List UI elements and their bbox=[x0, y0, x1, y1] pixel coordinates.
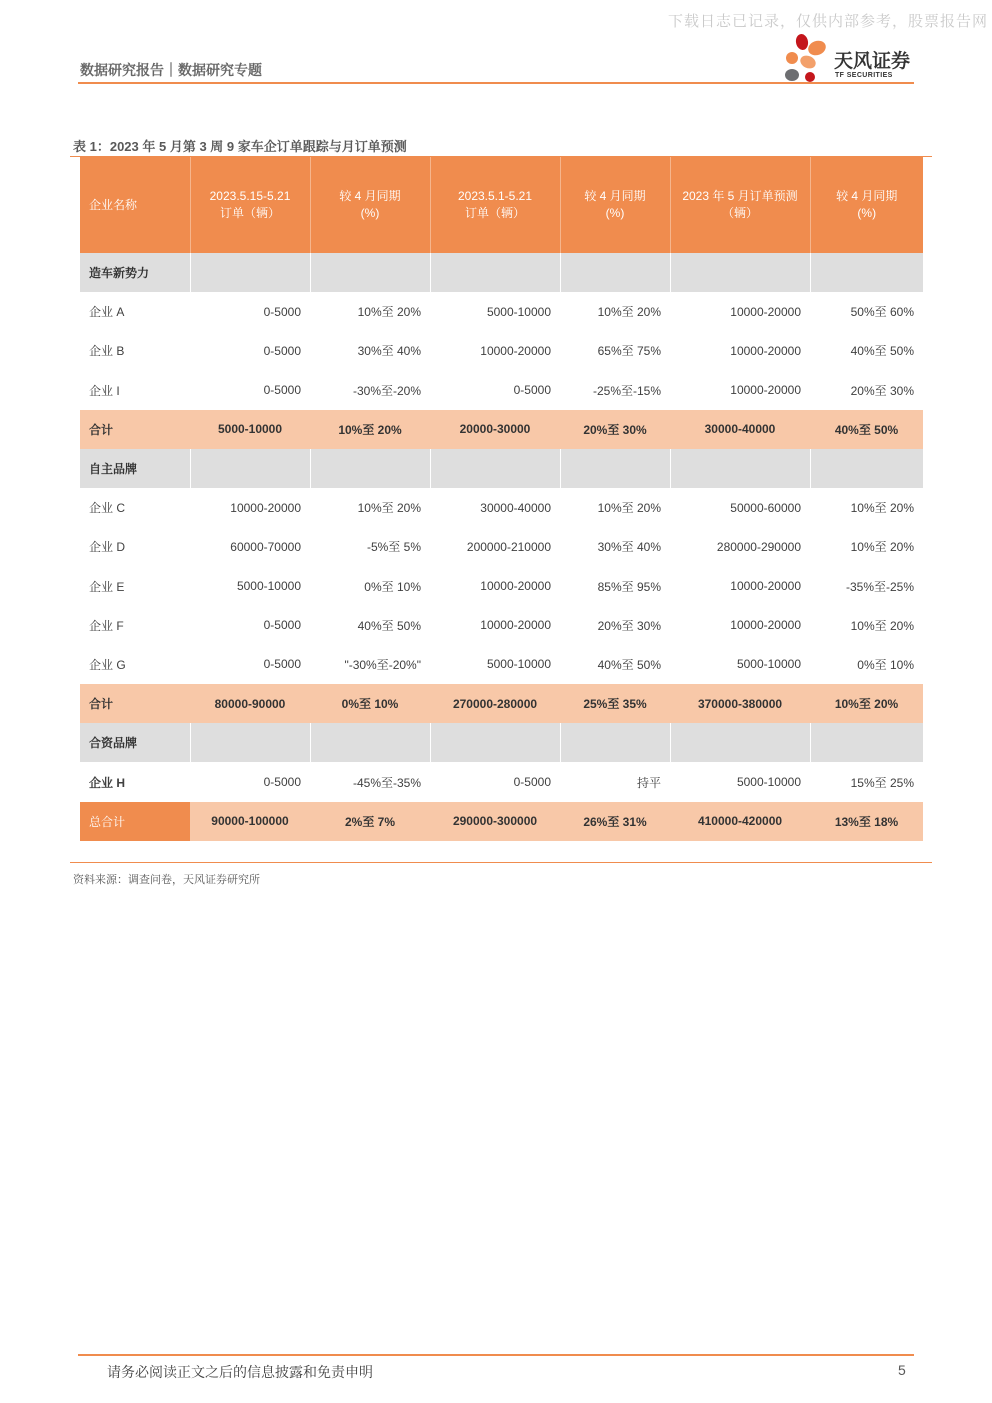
table-cell: 20%至 30% bbox=[597, 618, 661, 633]
table-cell: 10000-20000 bbox=[730, 579, 801, 594]
table-row bbox=[80, 762, 923, 801]
section-label: 自主品牌 bbox=[80, 449, 190, 488]
table-cell: -30%至-20% bbox=[352, 383, 421, 398]
table-cell: 10000-20000 bbox=[480, 618, 551, 633]
table-cell: -35%至-25% bbox=[845, 579, 914, 594]
logo-company-name: 天风证券 bbox=[834, 51, 911, 72]
table-cell: -45%至-35% bbox=[352, 775, 421, 790]
table-cell: 10%至 20% bbox=[850, 540, 914, 555]
table-header-row bbox=[80, 157, 923, 253]
company-cell: 企业 G bbox=[89, 657, 126, 672]
company-cell: 企业 B bbox=[89, 344, 125, 359]
subtotal-label: 合计 bbox=[80, 684, 190, 723]
table-cell: 0-5000 bbox=[263, 383, 301, 398]
table-cell: 0%至 10% bbox=[857, 657, 914, 672]
table-cell: 10%至 20% bbox=[810, 684, 923, 723]
table-title: 表 1：2023 年 5 月第 3 周 9 家车企订单跟踪与月订单预测 bbox=[73, 139, 407, 154]
company-cell: 企业 H bbox=[89, 775, 126, 790]
logo-flower-icon bbox=[780, 32, 834, 86]
table-cell: 10%至 20% bbox=[597, 501, 661, 516]
table-cell: 10%至 20% bbox=[850, 618, 914, 633]
table-cell: 5000-10000 bbox=[736, 657, 801, 672]
table-row bbox=[80, 645, 923, 684]
table-cell: 20%至 30% bbox=[850, 383, 914, 398]
table-cell: 80000-90000 bbox=[190, 684, 310, 723]
table-cell: 0-5000 bbox=[263, 657, 301, 672]
header-divider bbox=[78, 82, 914, 84]
section-row bbox=[80, 449, 923, 488]
table-cell: 60000-70000 bbox=[230, 539, 301, 554]
table-cell: -5%至 5% bbox=[366, 540, 421, 555]
table-cell: 65%至 75% bbox=[597, 344, 661, 359]
table-cell: 0-5000 bbox=[263, 618, 301, 633]
table-cell: 26%至 31% bbox=[560, 802, 670, 841]
header-forecast-yoy: 较 4 月同期 (%) bbox=[810, 157, 923, 253]
table-cell: 30000-40000 bbox=[480, 500, 551, 515]
table-cell: 15%至 25% bbox=[850, 775, 914, 790]
source-note: 资料来源：调查问卷，天风证券研究所 bbox=[73, 874, 260, 886]
table-cell: 25%至 35% bbox=[560, 684, 670, 723]
table-cell: 30000-40000 bbox=[670, 410, 810, 449]
company-logo bbox=[780, 32, 920, 84]
table-cell: 13%至 18% bbox=[810, 802, 923, 841]
header-week-orders: 2023.5.15-5.21 订单（辆） bbox=[190, 157, 310, 253]
table-cell: 10%至 20% bbox=[850, 501, 914, 516]
table-cell: 280000-290000 bbox=[716, 539, 801, 554]
footer-disclaimer: 请务必阅读正文之后的信息披露和免责申明 bbox=[107, 1364, 373, 1380]
section-row bbox=[80, 253, 923, 292]
table-cell: 0-5000 bbox=[263, 304, 301, 319]
table-cell: 10%至 20% bbox=[310, 410, 430, 449]
header-mtd-yoy: 较 4 月同期 (%) bbox=[560, 157, 670, 253]
section-label: 造车新势力 bbox=[80, 253, 190, 292]
table-cell: 5000-10000 bbox=[190, 410, 310, 449]
table-cell: 10%至 20% bbox=[357, 305, 421, 320]
table-cell: 290000-300000 bbox=[430, 802, 560, 841]
table-cell: 0-5000 bbox=[263, 775, 301, 790]
table-cell: 持平 bbox=[636, 775, 661, 790]
table-cell: 40%至 50% bbox=[357, 618, 421, 633]
table-cell: 40%至 50% bbox=[597, 657, 661, 672]
company-cell: 企业 D bbox=[89, 540, 126, 555]
orders-table bbox=[80, 157, 923, 841]
table-row bbox=[80, 292, 923, 331]
table-cell: 0%至 10% bbox=[364, 579, 421, 594]
subtotal-row bbox=[80, 684, 923, 723]
table-cell: 10%至 20% bbox=[597, 305, 661, 320]
subtotal-row bbox=[80, 410, 923, 449]
watermark: 下载日志已记录，仅供内部参考，股票报告网 bbox=[667, 12, 988, 30]
company-cell: 企业 C bbox=[89, 501, 126, 516]
table-cell: 50000-60000 bbox=[730, 500, 801, 515]
logo-company-sub: TF SECURITIES bbox=[835, 72, 893, 79]
subtotal-label: 合计 bbox=[80, 410, 190, 449]
table-cell: 85%至 95% bbox=[597, 579, 661, 594]
table-cell: 10%至 20% bbox=[357, 501, 421, 516]
table-cell: "-30%至-20%" bbox=[344, 657, 421, 672]
company-cell: 企业 A bbox=[89, 305, 125, 320]
report-header-title: 数据研究报告｜数据研究专题 bbox=[80, 62, 262, 78]
section-label: 合资品牌 bbox=[80, 723, 190, 762]
grand-total-row bbox=[80, 802, 923, 841]
table-cell: 0%至 10% bbox=[310, 684, 430, 723]
table-cell: 5000-10000 bbox=[736, 775, 801, 790]
table-cell: 10000-20000 bbox=[480, 579, 551, 594]
table-cell: 30%至 40% bbox=[357, 344, 421, 359]
section-row bbox=[80, 723, 923, 762]
table-cell: 90000-100000 bbox=[190, 802, 310, 841]
header-company: 企业名称 bbox=[80, 157, 190, 253]
table-cell: 10000-20000 bbox=[730, 343, 801, 358]
table-row bbox=[80, 488, 923, 527]
company-cell: 企业 E bbox=[89, 579, 125, 594]
footer-divider bbox=[78, 1354, 914, 1356]
table-cell: 10000-20000 bbox=[730, 304, 801, 319]
header-mtd-orders: 2023.5.1-5.21 订单（辆） bbox=[430, 157, 560, 253]
table-cell: 370000-380000 bbox=[670, 684, 810, 723]
table-cell: 40%至 50% bbox=[850, 344, 914, 359]
table-cell: 0-5000 bbox=[513, 775, 551, 790]
table-cell: 0-5000 bbox=[263, 343, 301, 358]
table-cell: -25%至-15% bbox=[592, 383, 661, 398]
table-row bbox=[80, 567, 923, 606]
table-row bbox=[80, 331, 923, 370]
table-row bbox=[80, 527, 923, 566]
page-number: 5 bbox=[898, 1362, 906, 1378]
table-cell: 20000-30000 bbox=[430, 410, 560, 449]
table-cell: 10000-20000 bbox=[480, 343, 551, 358]
grand-total-label: 总合计 bbox=[80, 802, 190, 841]
table-cell: 2%至 7% bbox=[310, 802, 430, 841]
table-cell: 40%至 50% bbox=[810, 410, 923, 449]
table-cell: 410000-420000 bbox=[670, 802, 810, 841]
table-cell: 0-5000 bbox=[513, 383, 551, 398]
table-cell: 5000-10000 bbox=[486, 657, 551, 672]
table-cell: 30%至 40% bbox=[597, 540, 661, 555]
table-row bbox=[80, 606, 923, 645]
company-cell: 企业 F bbox=[89, 618, 124, 633]
table-cell: 50%至 60% bbox=[850, 305, 914, 320]
table-cell: 5000-10000 bbox=[486, 304, 551, 319]
header-month-forecast: 2023 年 5 月订单预测 （辆） bbox=[670, 157, 810, 253]
header-week-yoy: 较 4 月同期 (%) bbox=[310, 157, 430, 253]
table-cell: 10000-20000 bbox=[730, 383, 801, 398]
table-cell: 20%至 30% bbox=[560, 410, 670, 449]
table-cell: 200000-210000 bbox=[466, 539, 551, 554]
table-cell: 10000-20000 bbox=[230, 500, 301, 515]
table-cell: 5000-10000 bbox=[236, 579, 301, 594]
table-cell: 10000-20000 bbox=[730, 618, 801, 633]
table-row bbox=[80, 371, 923, 410]
company-cell: 企业 I bbox=[89, 383, 120, 398]
table-bottom-divider bbox=[70, 862, 932, 863]
table-cell: 270000-280000 bbox=[430, 684, 560, 723]
